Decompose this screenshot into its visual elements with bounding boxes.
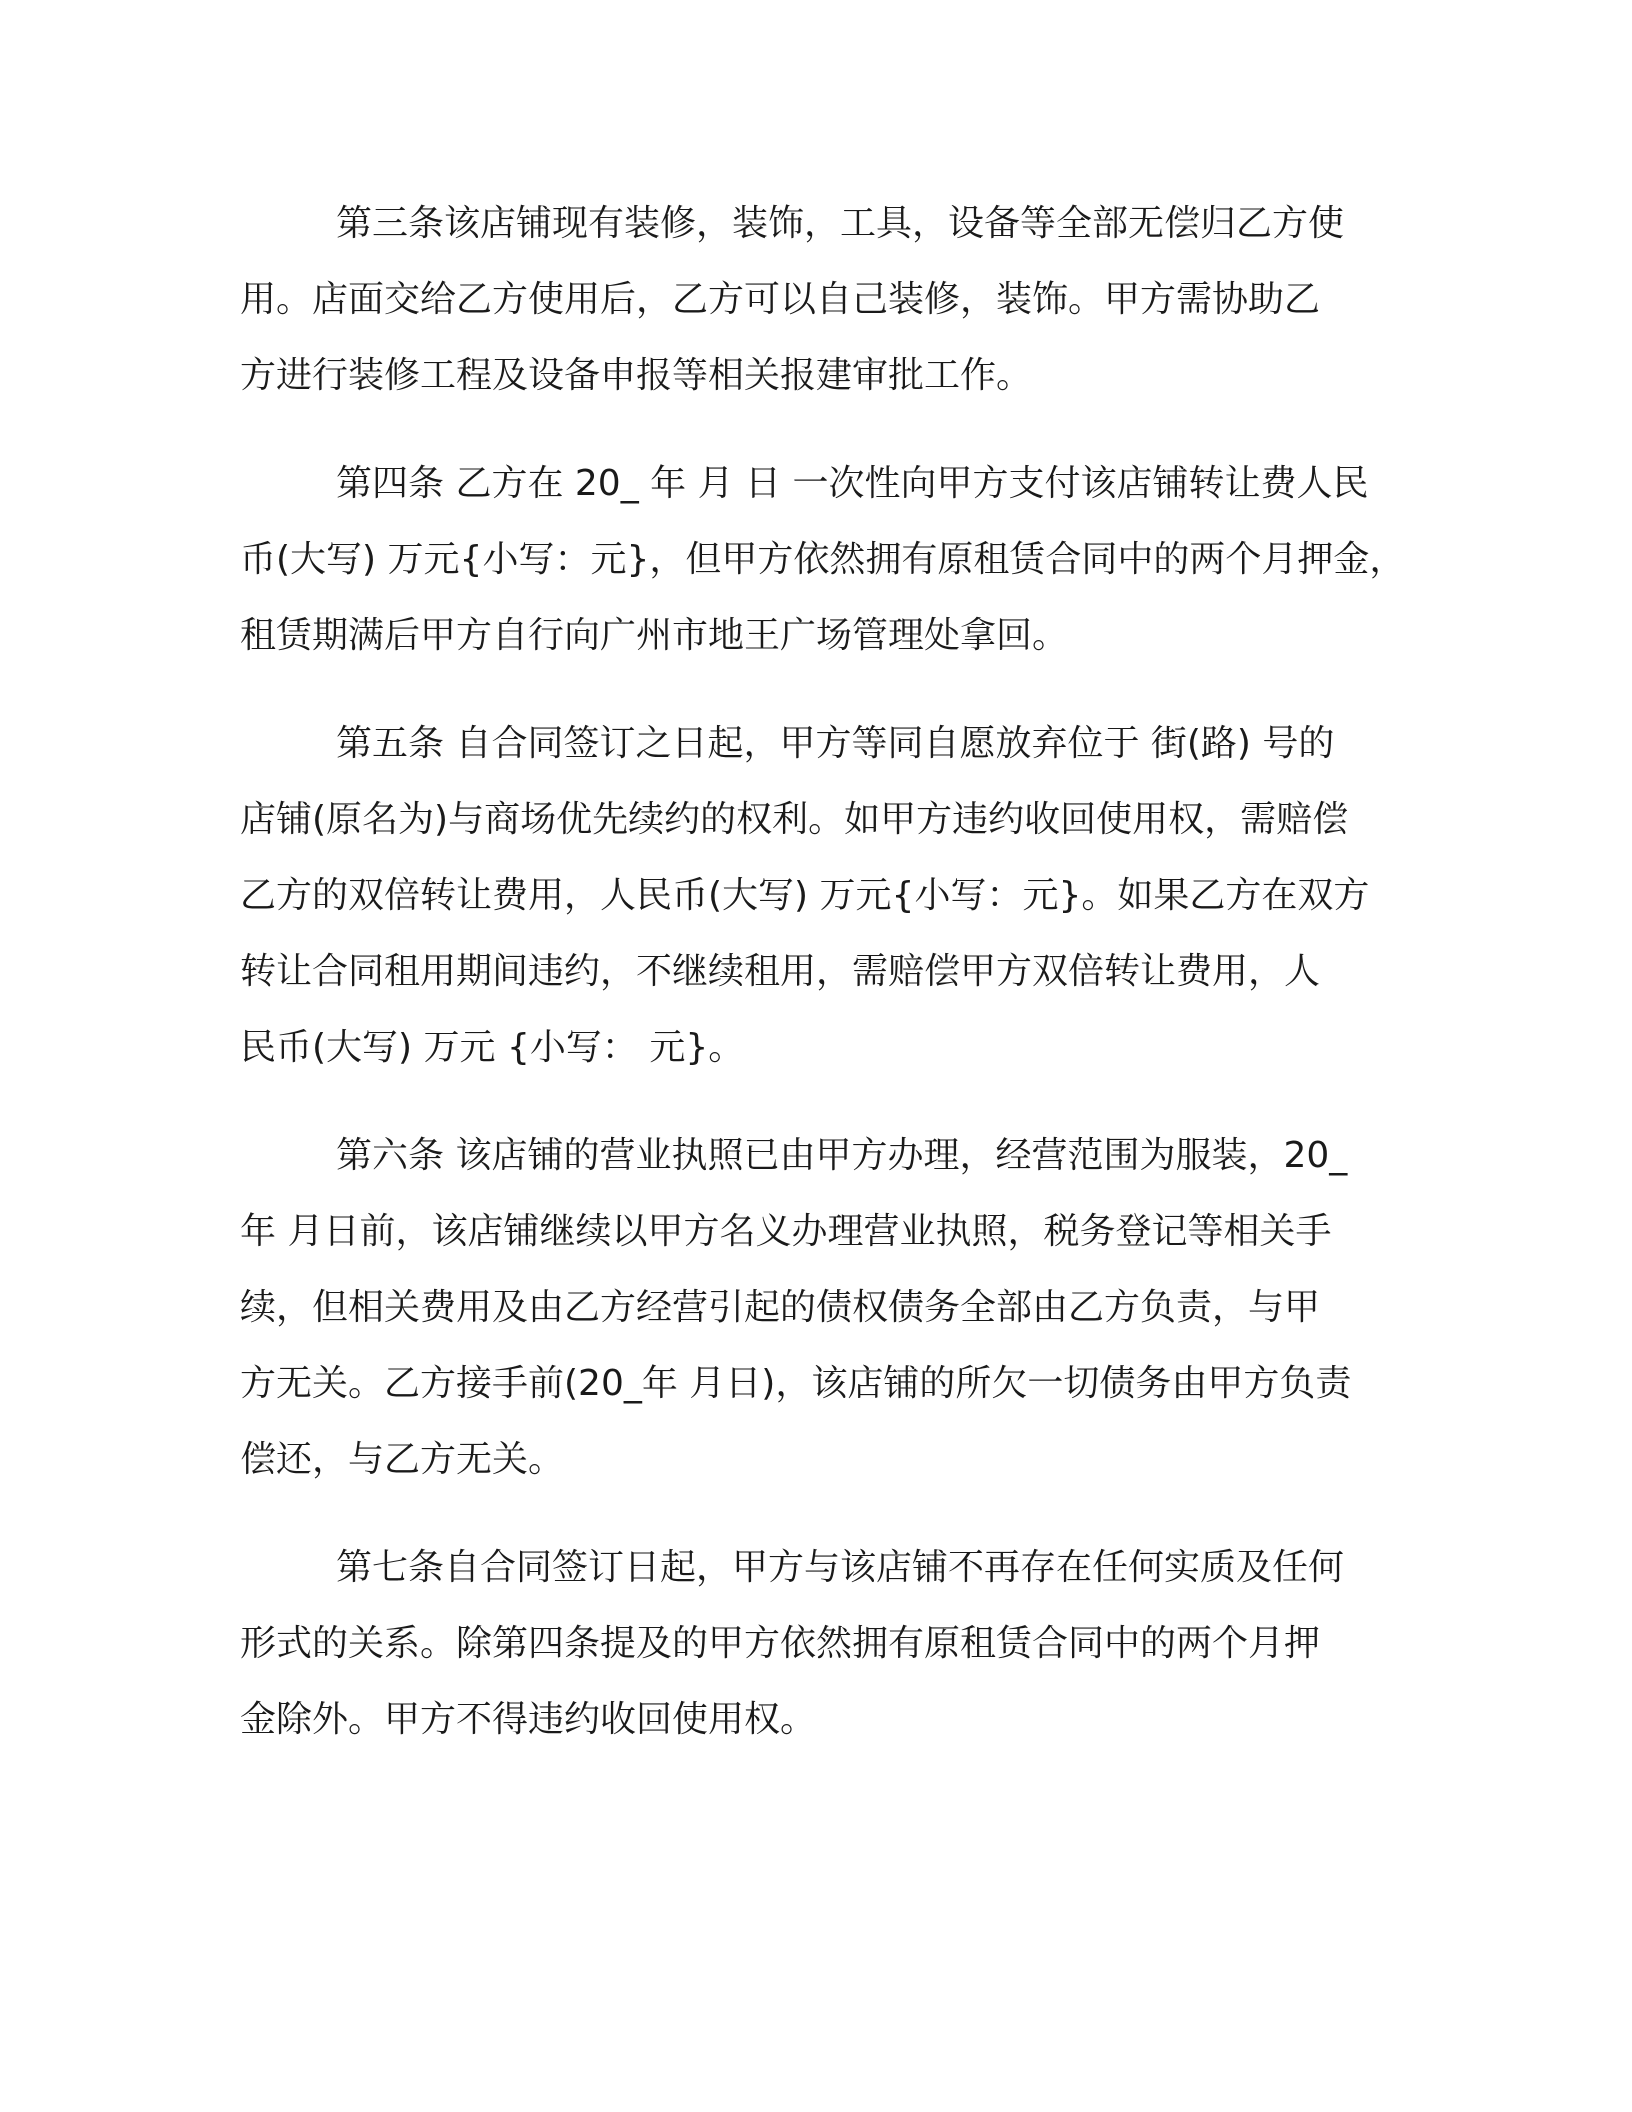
paragraph-line: 方无关。乙方接手前(20_年 月日)，该店铺的所欠一切债务由甲方负责: [240, 1363, 1352, 1404]
paragraph-line: 续，但相关费用及由乙方经营引起的债权债务全部由乙方负责，与甲: [240, 1287, 1321, 1328]
paragraph-line: 乙方的双倍转让费用，人民币(大写) 万元{小写：元}。如果乙方在双方: [240, 875, 1370, 916]
paragraph-line: 用。店面交给乙方使用后，乙方可以自己装修，装饰。甲方需协助乙: [240, 279, 1321, 320]
paragraph-line: 币(大写) 万元{小写：元}，但甲方依然拥有原租赁合同中的两个月押金，: [240, 539, 1406, 580]
article-4-paragraph: [240, 446, 1406, 674]
article-3-paragraph: [240, 186, 1390, 414]
paragraph-line: 金除外。甲方不得违约收回使用权。: [240, 1699, 817, 1740]
paragraph-line: 转让合同租用期间违约，不继续租用，需赔偿甲方双倍转让费用，人: [240, 951, 1321, 992]
paragraph-line: 第六条 该店铺的营业执照已由甲方办理，经营范围为服装，20_: [336, 1135, 1348, 1176]
paragraph-line: 形式的关系。除第四条提及的甲方依然拥有原租赁合同中的两个月押: [240, 1623, 1321, 1664]
paragraph-line: 第三条该店铺现有装修，装饰，工具，设备等全部无偿归乙方使: [336, 203, 1345, 244]
paragraph-line: 偿还，与乙方无关。: [240, 1439, 565, 1480]
article-5-paragraph: [240, 706, 1390, 1086]
document-body: [240, 186, 1406, 1790]
paragraph-line: 民币(大写) 万元 {小写： 元}。: [240, 1027, 745, 1068]
paragraph-line: 店铺(原名为)与商场优先续约的权利。如甲方违约收回使用权，需赔偿: [240, 799, 1349, 840]
paragraph-line: 第五条 自合同签订之日起，甲方等同自愿放弃位于 街(路) 号的: [336, 723, 1335, 764]
paragraph-line: 租赁期满后甲方自行向广州市地王广场管理处拿回。: [240, 615, 1069, 656]
paragraph-line: 第七条自合同签订日起，甲方与该店铺不再存在任何实质及任何: [336, 1547, 1345, 1588]
article-7-paragraph: [240, 1530, 1390, 1758]
article-6-paragraph: [240, 1118, 1390, 1498]
paragraph-line: 方进行装修工程及设备申报等相关报建审批工作。: [240, 355, 1033, 396]
paragraph-line: 第四条 乙方在 20_ 年 月 日 一次性向甲方支付该店铺转让费人民: [336, 463, 1369, 504]
paragraph-line: 年 月日前，该店铺继续以甲方名义办理营业执照，税务登记等相关手: [240, 1211, 1332, 1252]
